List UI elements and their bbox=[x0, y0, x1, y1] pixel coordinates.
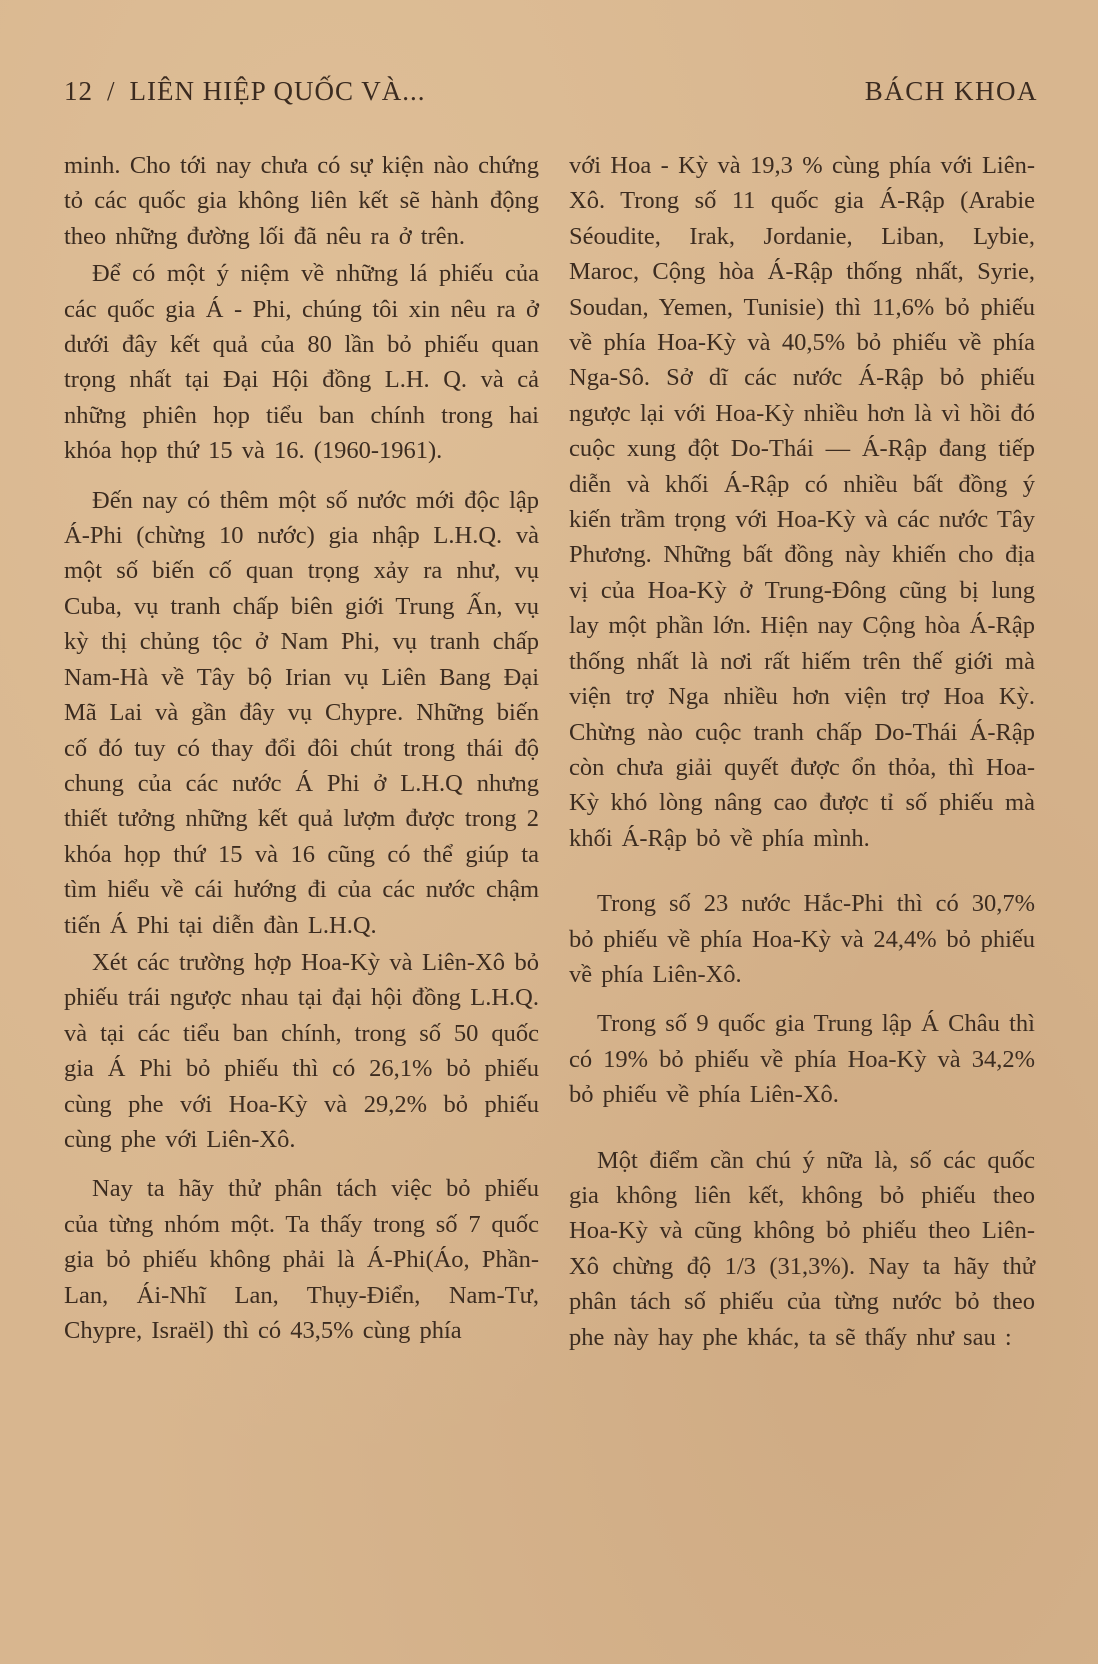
left-paragraph-5: Nay ta hãy thử phân tách việc bỏ phiếu của từng nhóm một. Ta thấy trong số 7 quốc gia bỏ phiếu không phải là Á-Phi(Áo, Phần-Lan, Ái-Nhĩ Lan, Thụy-Điển, Nam-Tư, Chypre, Israël) thì có 43,5% cùng phía bbox=[64, 1175, 539, 1344]
page-number: 12 bbox=[64, 76, 93, 106]
header-separator: / bbox=[107, 76, 116, 106]
page-header bbox=[64, 76, 1038, 116]
left-paragraph-2: Để có một ý niệm về những lá phiếu của các quốc gia Á - Phi, chúng tôi xin nêu ra ở dưới đây kết quả của 80 lần bỏ phiếu quan trọng nhất tại Đại Hội đồng L.H. Q. và cả những phiên họp tiểu ban chính trong hai khóa họp thứ 15 và 16. (1960-1961). bbox=[64, 260, 539, 465]
left-paragraph-3: Đến nay có thêm một số nước mới độc lập Á-Phi (chừng 10 nước) gia nhập L.H.Q. và một số biến cố quan trọng xảy ra như, vụ Cuba, vụ tranh chấp biên giới Trung Ấn, vụ kỳ thị chủng tộc ở Nam Phi, vụ tranh chấp Nam-Hà về Tây bộ Irian vụ Liên Bang Đại Mã Lai và gần đây vụ Chypre. Những biến cố đó tuy có thay đổi đôi chút trong thái độ chung của các nước Á Phi ở L.H.Q nhưng thiết tưởng những kết quả lượm được trong 2 khóa họp thứ 15 và 16 cũng có thể giúp ta tìm hiểu về cái hướng đi của các nước chậm tiến Á Phi tại diễn đàn L.H.Q. bbox=[64, 486, 539, 939]
left-column bbox=[64, 148, 539, 1348]
running-title: LIÊN HIỆP QUỐC VÀ... bbox=[129, 76, 426, 106]
header-left bbox=[64, 76, 426, 107]
right-paragraph-3: Trong số 9 quốc gia Trung lập Á Châu thì có 19% bỏ phiếu về phía Hoa-Kỳ và 34,2% bỏ phiếu về phía Liên-Xô. bbox=[569, 1010, 1035, 1109]
right-paragraph-4: Một điểm cần chú ý nữa là, số các quốc gia không liên kết, không bỏ phiếu theo Hoa-Kỳ và cũng không bỏ phiếu theo Liên-Xô chừng độ 1/3 (31,3%). Nay ta hãy thử phân tách số phiếu của từng nước bỏ theo phe này hay phe khác, ta sẽ thấy như sau : bbox=[569, 1146, 1035, 1351]
right-paragraph-1: với Hoa - Kỳ và 19,3 % cùng phía với Liên-Xô. Trong số 11 quốc gia Á-Rập (Arabie Séoudite, Irak, Jordanie, Liban, Lybie, Maroc, Cộng hòa Á-Rập thống nhất, Syrie, Soudan, Yemen, Tunisie) thì 11,6% bỏ phiếu về phía Hoa-Kỳ và 40,5% bỏ phiếu về phía Nga-Sô. Sở dĩ các nước Á-Rập bỏ phiếu ngược lại với Hoa-Kỳ nhiều hơn là vì hồi đó cuộc xung đột Do-Thái — Á-Rập đang tiếp diễn và khối Á-Rập có nhiều bất đồng ý kiến trầm trọng với Hoa-Kỳ và các nước Tây Phương. Những bất đồng này khiến cho địa vị của Hoa-Kỳ ở Trung-Đông cũng bị lung lay một phần lớn. Hiện nay Cộng hòa Á-Rập thống nhất là nơi rất hiếm trên thế giới mà viện trợ Nga nhiều hơn viện trợ Hoa Kỳ. Chừng nào cuộc tranh chấp Do-Thái Á-Rập còn chưa giải quyết được ổn thỏa, thì Hoa-Kỳ khó lòng nâng cao được tỉ số phiếu mà khối Á-Rập bỏ về phía mình. bbox=[569, 152, 1035, 852]
right-paragraph-2: Trong số 23 nước Hắc-Phi thì có 30,7% bỏ phiếu về phía Hoa-Kỳ và 24,4% bỏ phiếu về phía Liên-Xô. bbox=[569, 890, 1035, 988]
right-column bbox=[569, 148, 1035, 1355]
left-paragraph-1: minh. Cho tới nay chưa có sự kiện nào chứng tỏ các quốc gia không liên kết sẽ hành động theo những đường lối đã nêu ra ở trên. bbox=[64, 152, 539, 250]
magazine-title: BÁCH KHOA bbox=[864, 76, 1038, 106]
left-paragraph-4: Xét các trường hợp Hoa-Kỳ và Liên-Xô bỏ phiếu trái ngược nhau tại đại hội đồng L.H.Q. và tại các tiểu ban chính, trong số 50 quốc gia Á Phi bỏ phiếu thì có 26,1% bỏ phiếu cùng phe với Hoa-Kỳ và 29,2% bỏ phiếu cùng phe với Liên-Xô. bbox=[64, 948, 539, 1153]
